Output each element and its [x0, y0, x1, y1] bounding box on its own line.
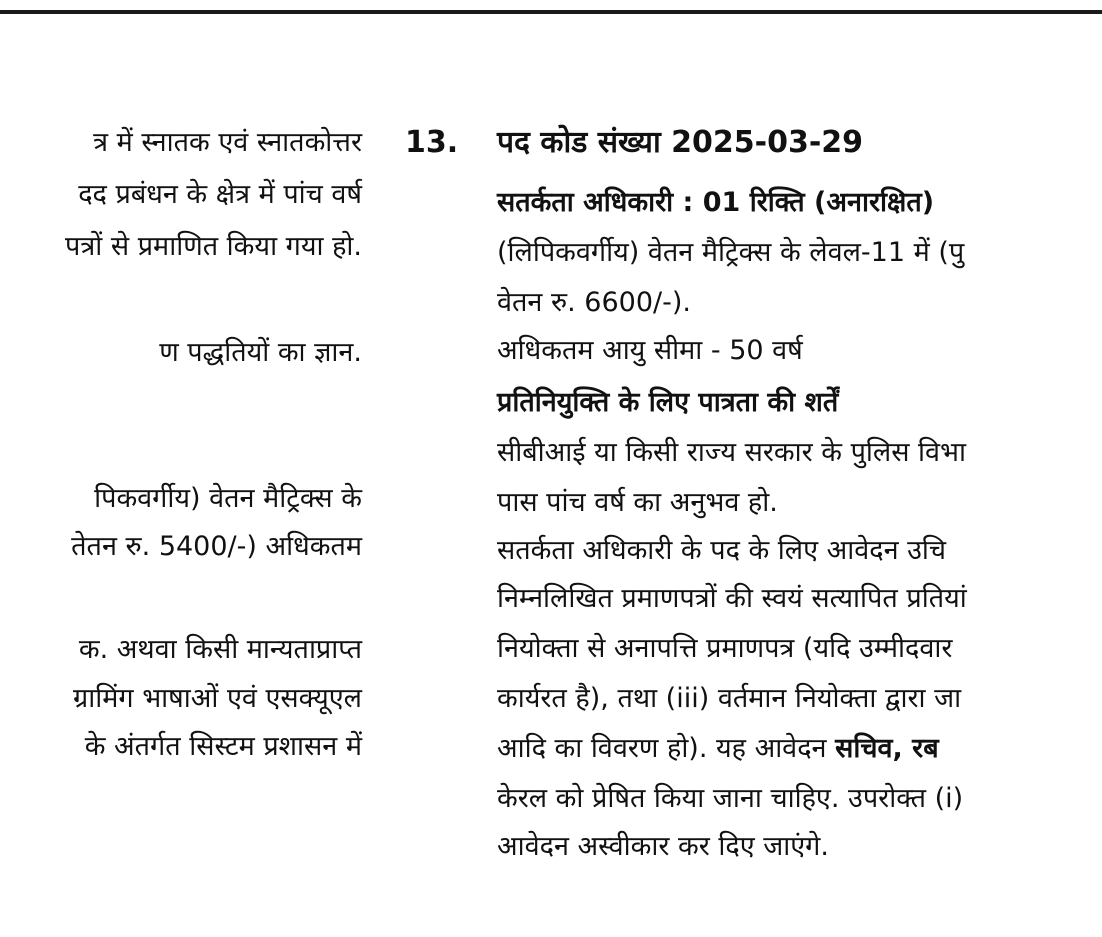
- application-line-1: सतर्कता अधिकारी के पद के लिए आवेदन उचि: [497, 535, 947, 566]
- application-line-3: नियोक्ता से अनापत्ति प्रमाणपत्र (यदि उम्मीदवार: [497, 633, 953, 664]
- left-line-3: पत्रों से प्रमाणित किया गया हो.: [65, 231, 362, 262]
- left-line-6: तेतन रु. 5400/-) अधिकतम: [71, 531, 362, 562]
- left-line-5: पिकवर्गीय) वेतन मैट्रिक्स के: [94, 483, 362, 514]
- address-line-prefix: आदि का विवरण हो). यह आवेदन: [497, 733, 836, 764]
- pay-line-2: वेतन रु. 6600/-).: [497, 287, 691, 318]
- left-line-2: दद प्रबंधन के क्षेत्र में पांच वर्ष: [78, 179, 362, 210]
- section-number: 13.: [405, 125, 459, 160]
- address-line-emphasis: सचिव, रब: [835, 733, 939, 764]
- left-column: [0, 0, 380, 937]
- application-line-4: कार्यरत है), तथा (iii) वर्तमान नियोक्ता द्वारा जा: [497, 683, 962, 714]
- left-line-7: क. अथवा किसी मान्यताप्राप्त: [78, 634, 362, 665]
- pay-line-1: (लिपिकवर्गीय) वेतन मैट्रिक्स के लेवल-11 में (पु: [497, 237, 965, 268]
- eligibility-line-1: सीबीआई या किसी राज्य सरकार के पुलिस विभा: [497, 437, 967, 468]
- right-column: [405, 0, 1102, 937]
- last-line-2: आवेदन अस्वीकार कर दिए जाएंगे.: [497, 831, 829, 862]
- vacancy-line: सतर्कता अधिकारी : 01 रिक्ति (अनारक्षित): [497, 187, 935, 218]
- left-line-9: के अंतर्गत सिस्टम प्रशासन में: [84, 731, 362, 762]
- left-line-4: ण पद्धतियों का ज्ञान.: [159, 337, 362, 368]
- left-line-1: त्र में स्नातक एवं स्नातकोत्तर: [93, 127, 362, 158]
- age-limit: अधिकतम आयु सीमा - 50 वर्ष: [497, 335, 803, 366]
- left-line-8: ग्रामिंग भाषाओं एवं एसक्यूएल: [73, 683, 362, 714]
- address-line: [497, 732, 939, 766]
- post-code-heading: पद कोड संख्या 2025-03-29: [497, 125, 864, 160]
- eligibility-heading: प्रतिनियुक्ति के लिए पात्रता की शर्तें: [497, 387, 839, 418]
- last-line-1: केरल को प्रेषित किया जाना चाहिए. उपरोक्त (i): [497, 783, 964, 814]
- application-line-2: निम्नलिखित प्रमाणपत्रों की स्वयं सत्यापित प्रतियां: [497, 583, 967, 614]
- eligibility-line-2: पास पांच वर्ष का अनुभव हो.: [497, 487, 778, 518]
